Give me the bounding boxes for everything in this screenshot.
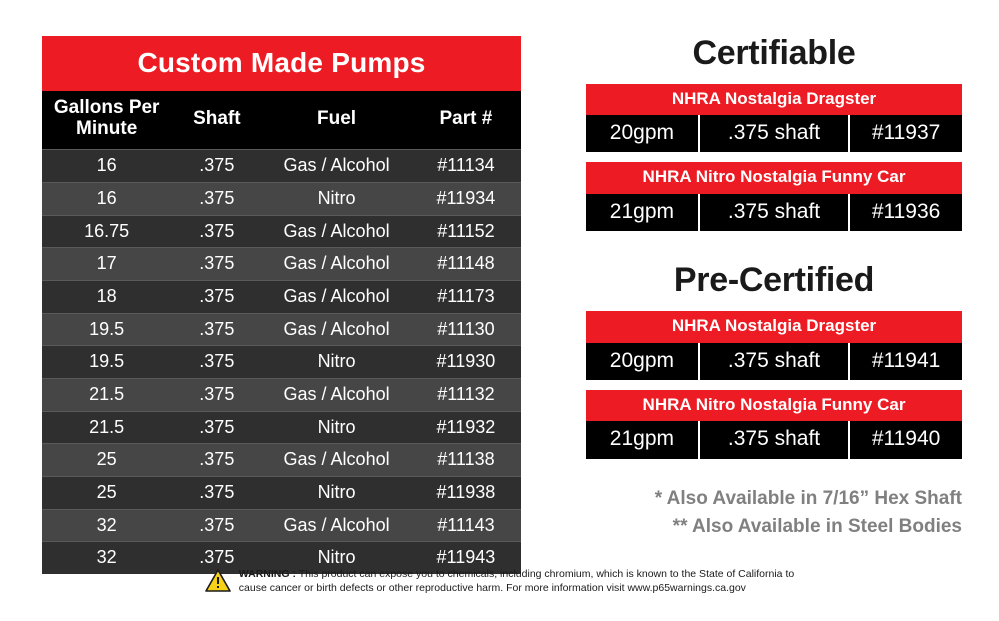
part-number-value: #11138 — [411, 444, 521, 477]
table-row — [42, 182, 521, 215]
part-number-value: #11938 — [411, 477, 521, 510]
table-row — [586, 421, 962, 458]
fuel-value: Nitro — [262, 346, 410, 379]
certifiable-dragster-subhead: NHRA Nostalgia Dragster — [586, 84, 962, 116]
right-column — [586, 36, 962, 542]
gpm-value: 21gpm — [586, 421, 699, 458]
gallons-per-minute-value: 17 — [42, 248, 171, 281]
table-row — [42, 248, 521, 281]
warning-line-1: This product can expose you to chemicals, including chromium, which is known to the State of California to — [298, 568, 795, 580]
part-number-value: #11940 — [849, 421, 962, 458]
shaft-value: .375 — [171, 509, 262, 542]
fuel-value: Nitro — [262, 411, 410, 444]
custom-made-pumps-panel — [42, 36, 521, 574]
certifiable-group-funny-car — [586, 162, 962, 231]
certifiable-heading: Certifiable — [692, 34, 856, 72]
gallons-per-minute-value: 25 — [42, 444, 171, 477]
shaft-value: .375 — [171, 215, 262, 248]
certifiable-funny-car-subhead: NHRA Nitro Nostalgia Funny Car — [586, 162, 962, 194]
part-number-value: #11134 — [411, 150, 521, 183]
part-number-value: #11152 — [411, 215, 521, 248]
fuel-value: Nitro — [262, 182, 410, 215]
table-row — [42, 280, 521, 313]
shaft-value: .375 — [171, 248, 262, 281]
gallons-per-minute-value: 16.75 — [42, 215, 171, 248]
table-row — [42, 509, 521, 542]
certifiable-group-dragster — [586, 84, 962, 153]
footnote-steel-bodies: ** Also Available in Steel Bodies — [672, 516, 962, 537]
fuel-value: Gas / Alcohol — [262, 378, 410, 411]
gallons-per-minute-value: 16 — [42, 150, 171, 183]
table-row — [586, 343, 962, 380]
part-number-value: #11132 — [411, 378, 521, 411]
fuel-value: Gas / Alcohol — [262, 509, 410, 542]
shaft-value: .375 — [171, 346, 262, 379]
table-row — [42, 215, 521, 248]
part-number-value: #11937 — [849, 115, 962, 152]
shaft-value: .375 — [171, 411, 262, 444]
gallons-per-minute-value: 19.5 — [42, 313, 171, 346]
table-row — [42, 346, 521, 379]
shaft-value: .375 — [171, 477, 262, 510]
fuel-value: Gas / Alcohol — [262, 248, 410, 281]
part-number-value: #11148 — [411, 248, 521, 281]
part-number-value: #11143 — [411, 509, 521, 542]
column-header-shaft: Shaft — [171, 91, 262, 149]
fuel-value: Gas / Alcohol — [262, 150, 410, 183]
fuel-value: Nitro — [262, 542, 410, 574]
precertified-dragster-table — [586, 343, 962, 380]
shaft-value: .375 shaft — [699, 115, 849, 152]
table-row — [586, 115, 962, 152]
certifiable-funny-car-table — [586, 194, 962, 231]
certifiable-dragster-table — [586, 115, 962, 152]
part-number-value: #11941 — [849, 343, 962, 380]
shaft-value: .375 shaft — [699, 343, 849, 380]
shaft-value: .375 — [171, 182, 262, 215]
gallons-per-minute-value: 19.5 — [42, 346, 171, 379]
gallons-per-minute-value: 32 — [42, 509, 171, 542]
gallons-per-minute-value: 18 — [42, 280, 171, 313]
precertified-group-dragster — [586, 311, 962, 380]
custom-made-pumps-title: Custom Made Pumps — [42, 36, 521, 91]
precertified-group-funny-car — [586, 390, 962, 459]
warning-label: WARNING : — [238, 568, 296, 580]
table-header-row — [42, 91, 521, 149]
table-row — [42, 477, 521, 510]
fuel-value: Gas / Alcohol — [262, 313, 410, 346]
part-number-value: #11936 — [849, 194, 962, 231]
precertified-dragster-subhead: NHRA Nostalgia Dragster — [586, 311, 962, 343]
shaft-value: .375 shaft — [699, 194, 849, 231]
gallons-per-minute-value: 16 — [42, 182, 171, 215]
column-header-part-number: Part # — [411, 91, 521, 149]
warning-triangle-icon — [205, 569, 231, 597]
fuel-value: Gas / Alcohol — [262, 444, 410, 477]
shaft-value: .375 — [171, 378, 262, 411]
column-header-gallons-per-minute: Gallons Per Minute — [42, 91, 171, 149]
part-number-value: #11932 — [411, 411, 521, 444]
column-header-fuel: Fuel — [262, 91, 410, 149]
gallons-per-minute-value: 21.5 — [42, 378, 171, 411]
shaft-value: .375 — [171, 542, 262, 574]
gpm-value: 20gpm — [586, 343, 699, 380]
gallons-per-minute-value: 25 — [42, 477, 171, 510]
part-number-value: #11173 — [411, 280, 521, 313]
table-row — [42, 411, 521, 444]
table-row — [42, 150, 521, 183]
fuel-value: Nitro — [262, 477, 410, 510]
gpm-value: 21gpm — [586, 194, 699, 231]
gallons-per-minute-value: 32 — [42, 542, 171, 574]
shaft-value: .375 — [171, 444, 262, 477]
part-number-value: #11930 — [411, 346, 521, 379]
footnotes — [586, 485, 962, 542]
part-number-value: #11130 — [411, 313, 521, 346]
gallons-per-minute-value: 21.5 — [42, 411, 171, 444]
shaft-value: .375 — [171, 280, 262, 313]
table-row — [42, 313, 521, 346]
table-row — [42, 378, 521, 411]
fuel-value: Gas / Alcohol — [262, 215, 410, 248]
warning-text — [239, 567, 794, 595]
warning-line-2: cause cancer or birth defects or other reproductive harm. For more information visit www.p65warnings.ca.gov — [238, 582, 746, 595]
precertified-heading: Pre-Certified — [673, 261, 875, 300]
gpm-value: 20gpm — [586, 115, 699, 152]
precertified-funny-car-table — [586, 421, 962, 458]
shaft-value: .375 — [171, 150, 262, 183]
prop65-warning — [0, 567, 999, 597]
table-row — [586, 194, 962, 231]
shaft-value: .375 shaft — [699, 421, 849, 458]
part-number-value: #11934 — [411, 182, 521, 215]
custom-made-pumps-table — [42, 91, 521, 574]
fuel-value: Gas / Alcohol — [262, 280, 410, 313]
table-row — [42, 444, 521, 477]
shaft-value: .375 — [171, 313, 262, 346]
precertified-funny-car-subhead: NHRA Nitro Nostalgia Funny Car — [586, 390, 962, 422]
part-number-value: #11943 — [411, 542, 521, 574]
footnote-hex-shaft: * Also Available in 7/16” Hex Shaft — [654, 487, 962, 509]
